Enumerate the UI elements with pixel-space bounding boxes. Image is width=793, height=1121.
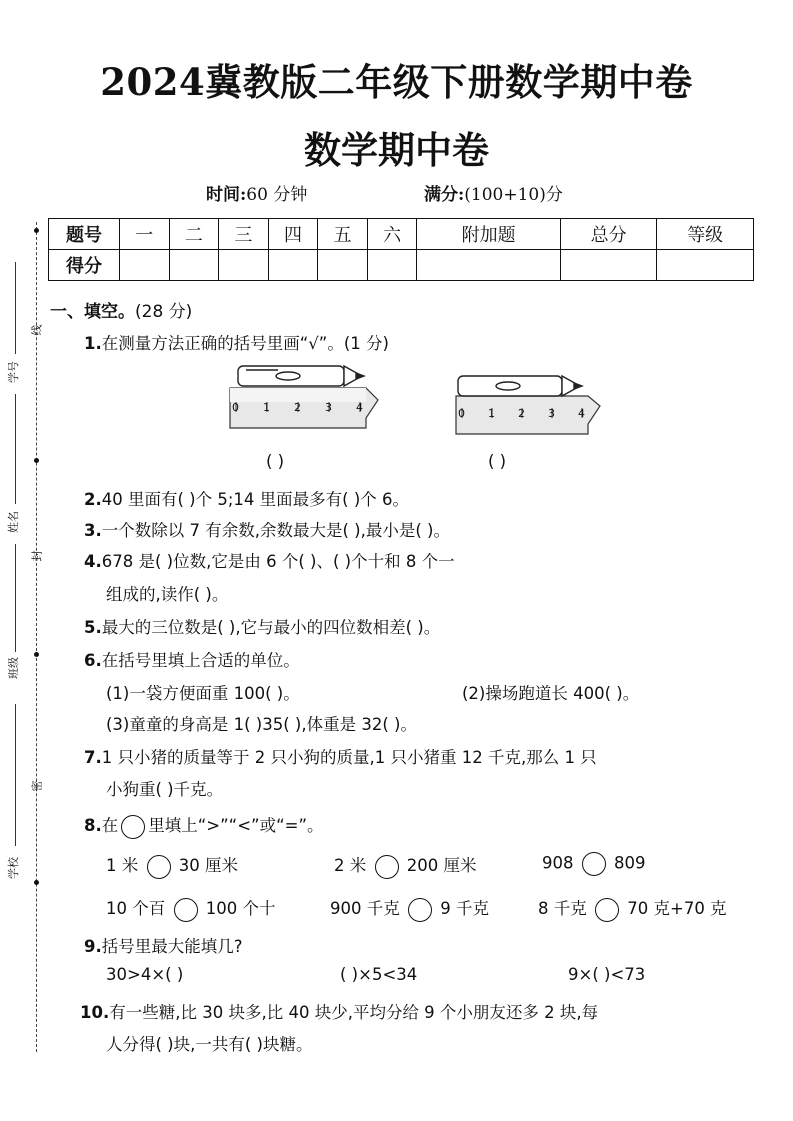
time-label: 时间: xyxy=(206,185,247,205)
question-number: 2. xyxy=(84,490,102,509)
score-cell: 六 xyxy=(367,219,417,250)
compare-left: 8 千克 xyxy=(538,899,587,918)
ruler-tick-label: 0 xyxy=(232,401,239,414)
seal-mark-seal: 封 xyxy=(30,550,44,562)
ruler-tick-label: 4 xyxy=(578,407,585,420)
question-text: 最大的三位数是( ),它与最小的四位数相差( )。 xyxy=(101,618,441,637)
section-title: 一、填空。 xyxy=(50,302,135,322)
question-4 xyxy=(84,548,455,572)
question-text: 1 只小猪的质量等于 2 只小狗的质量,1 只小猪重 12 千克,那么 1 只 xyxy=(101,748,597,767)
ruler-tick-label: 0 xyxy=(458,407,465,420)
question-number: 6. xyxy=(84,651,102,670)
score-info xyxy=(424,180,563,205)
circle-icon xyxy=(121,815,145,839)
compare-item xyxy=(330,895,489,922)
score-cell: 附加题 xyxy=(417,219,560,250)
compare-circle[interactable] xyxy=(375,855,399,879)
pencil-icon xyxy=(238,366,364,386)
binding-dot xyxy=(34,880,39,885)
page-title: 2024冀教版二年级下册数学期中卷 xyxy=(100,60,693,104)
compare-circle[interactable] xyxy=(582,852,606,876)
student-id-line[interactable] xyxy=(15,262,16,354)
score-input-cell[interactable] xyxy=(318,250,368,281)
score-input-cell[interactable] xyxy=(657,250,754,281)
score-cell: 五 xyxy=(318,219,368,250)
ruler-figure-left xyxy=(226,360,384,432)
question-8 xyxy=(84,812,324,839)
school-label: 学校 xyxy=(7,857,20,879)
compare-right: 200 厘米 xyxy=(406,856,477,875)
question-2 xyxy=(84,486,409,510)
score-input-cell[interactable] xyxy=(169,250,219,281)
seal-mark-line: 线 xyxy=(30,324,44,336)
question-number: 8. xyxy=(84,816,102,835)
score-cell: 题号 xyxy=(49,219,120,250)
question-text: 在括号里填上合适的单位。 xyxy=(101,651,300,670)
question-number: 4. xyxy=(84,552,102,571)
binding-dot xyxy=(34,228,39,233)
school-line[interactable] xyxy=(15,704,16,846)
score-cell: 二 xyxy=(169,219,219,250)
time-value: 60 分钟 xyxy=(246,185,308,205)
question-6b: (2)操场跑道长 400( )。 xyxy=(462,684,640,703)
question-9 xyxy=(84,933,243,957)
compare-right: 70 克+70 克 xyxy=(627,899,727,918)
score-input-cell[interactable] xyxy=(120,250,170,281)
compare-left: 10 个百 xyxy=(106,899,166,918)
compare-circle[interactable] xyxy=(595,898,619,922)
question-number: 10. xyxy=(80,1003,110,1022)
compare-item xyxy=(334,852,477,879)
score-cell: 四 xyxy=(268,219,318,250)
ruler-figure-right xyxy=(452,362,602,436)
score-table-header-row xyxy=(49,219,754,250)
ruler-tick-label: 4 xyxy=(356,401,363,414)
question-text: 在测量方法正确的括号里画“√”。(1 分) xyxy=(101,334,389,353)
question-9c: 9×( )<73 xyxy=(568,965,646,984)
question-text: 一个数除以 7 有余数,余数最大是( ),最小是( )。 xyxy=(101,521,450,540)
question-number: 7. xyxy=(84,748,102,767)
ruler-tick-label: 1 xyxy=(488,407,495,420)
score-table xyxy=(48,218,754,281)
question-text: 里填上“>”“<”或“=”。 xyxy=(148,816,324,835)
student-id-label: 学号 xyxy=(7,361,20,383)
score-input-cell[interactable] xyxy=(560,250,657,281)
score-cell: 三 xyxy=(219,219,269,250)
compare-item xyxy=(106,852,238,879)
score-value: (100+10)分 xyxy=(464,185,563,205)
score-label: 满分: xyxy=(424,185,465,205)
score-input-cell[interactable] xyxy=(268,250,318,281)
binding-dashed-line xyxy=(36,222,37,1052)
compare-item xyxy=(538,895,727,922)
compare-left: 2 米 xyxy=(334,856,367,875)
compare-right: 9 千克 xyxy=(440,899,489,918)
ruler-tick-label: 1 xyxy=(263,401,270,414)
question-number: 3. xyxy=(84,521,102,540)
ruler-tick-label: 3 xyxy=(548,407,555,420)
page-subtitle: 数学期中卷 xyxy=(304,128,489,172)
ruler-tick-label: 3 xyxy=(325,401,332,414)
class-line[interactable] xyxy=(15,544,16,652)
score-row-label: 得分 xyxy=(49,250,120,281)
question-6c: (3)童童的身高是 1( )35( ),体重是 32( )。 xyxy=(106,715,417,734)
ruler-tick-label: 2 xyxy=(294,401,301,414)
question-text: 40 里面有( )个 5;14 里面最多有( )个 6。 xyxy=(101,490,410,509)
question-7 xyxy=(84,744,597,768)
score-input-cell[interactable] xyxy=(367,250,417,281)
question-number: 5. xyxy=(84,618,102,637)
question-10 xyxy=(80,999,598,1023)
question-6 xyxy=(84,647,300,671)
compare-left: 1 米 xyxy=(106,856,139,875)
compare-left: 900 千克 xyxy=(330,899,400,918)
ruler-tick-label: 2 xyxy=(518,407,525,420)
pencil-icon xyxy=(458,376,582,396)
section-points: (28 分) xyxy=(135,302,193,322)
score-cell: 一 xyxy=(120,219,170,250)
question-5 xyxy=(84,614,440,638)
compare-circle[interactable] xyxy=(147,855,171,879)
score-table-score-row xyxy=(49,250,754,281)
compare-right: 809 xyxy=(614,853,646,873)
seal-mark-secret: 密 xyxy=(30,780,44,792)
question-number: 1. xyxy=(84,334,102,353)
question-6a: (1)一袋方便面重 100( )。 xyxy=(106,684,300,703)
question-3 xyxy=(84,517,450,541)
question-4-continued: 组成的,读作( )。 xyxy=(106,585,229,604)
compare-left: 908 xyxy=(542,853,574,873)
question-text: 在 xyxy=(101,816,119,835)
question-10-continued: 人分得( )块,一共有( )块糖。 xyxy=(106,1035,313,1054)
class-label: 班级 xyxy=(7,657,20,679)
question-text: 678 是( )位数,它是由 6 个( )、( )个十和 8 个一 xyxy=(101,552,455,571)
compare-right: 30 厘米 xyxy=(178,856,238,875)
score-cell: 等级 xyxy=(657,219,754,250)
compare-item xyxy=(542,852,646,876)
question-9b: ( )×5<34 xyxy=(340,965,418,984)
score-cell: 总分 xyxy=(560,219,657,250)
compare-right: 100 个十 xyxy=(205,899,276,918)
binding-dot xyxy=(34,458,39,463)
q1-answer-left[interactable]: ( ) xyxy=(266,452,285,471)
question-text: 括号里最大能填几? xyxy=(101,937,243,956)
section-heading xyxy=(50,297,192,322)
q1-answer-right[interactable]: ( ) xyxy=(488,452,507,471)
score-input-cell[interactable] xyxy=(219,250,269,281)
question-9a: 30>4×( ) xyxy=(106,965,184,984)
question-text: 有一些糖,比 30 块多,比 40 块少,平均分给 9 个小朋友还多 2 块,每 xyxy=(109,1003,599,1022)
question-1 xyxy=(84,330,389,354)
question-number: 9. xyxy=(84,937,102,956)
compare-circle[interactable] xyxy=(408,898,432,922)
compare-item xyxy=(106,895,276,922)
binding-dot xyxy=(34,652,39,657)
time-info xyxy=(206,180,307,205)
score-input-cell[interactable] xyxy=(417,250,560,281)
name-line[interactable] xyxy=(15,394,16,504)
question-7-continued: 小狗重( )千克。 xyxy=(106,780,224,799)
compare-circle[interactable] xyxy=(174,898,198,922)
name-label: 姓名 xyxy=(7,511,20,533)
